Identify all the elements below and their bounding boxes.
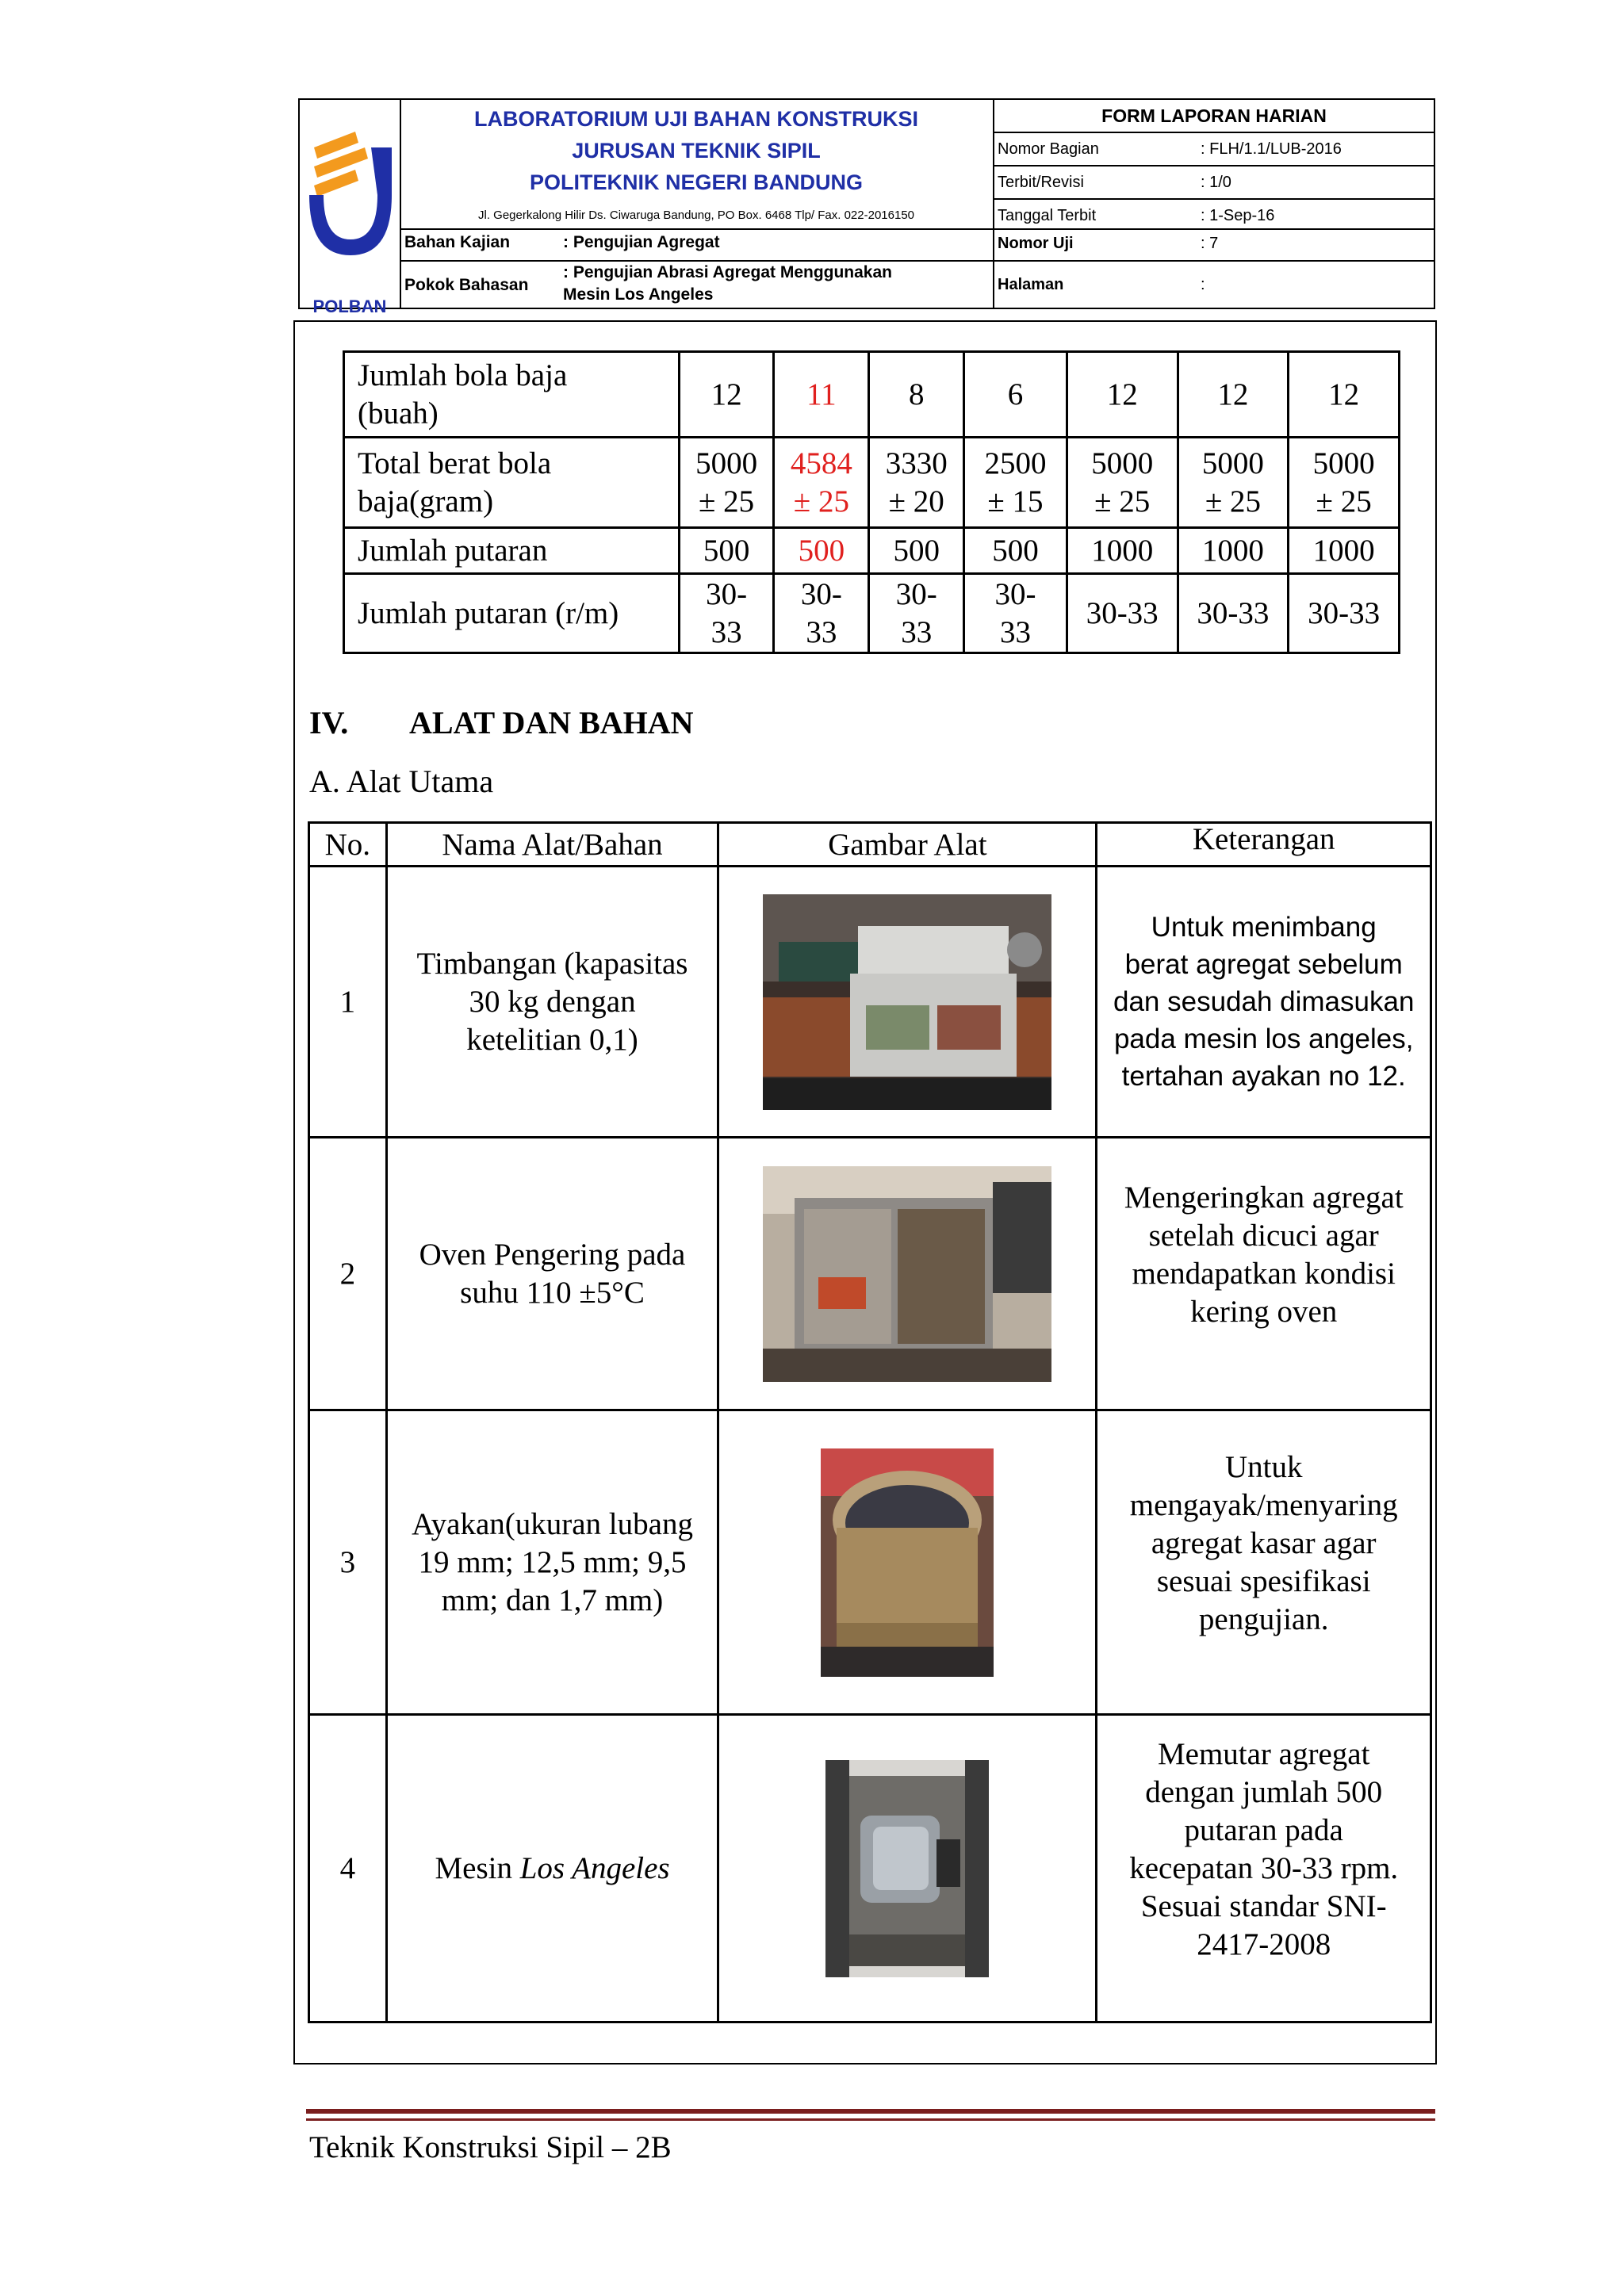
lab-line-1: LABORATORIUM UJI BAHAN KONSTRUKSI: [474, 107, 918, 131]
label-line: (buah): [358, 396, 439, 430]
pokok-bahasan-label: Pokok Bahasan: [404, 276, 529, 294]
cell: 12: [1289, 352, 1400, 438]
form-header: [298, 98, 1435, 316]
test-info-cell: [993, 228, 1435, 309]
cell: 500: [869, 528, 964, 574]
tanggal-row: [993, 200, 1435, 232]
label-line: baja(gram): [358, 484, 494, 519]
cell: 5000 ± 25: [1178, 438, 1289, 528]
tools-table: [308, 821, 1432, 2023]
tool-description: Memutar agregat dengan jumlah 500 putaran pada kecepatan 30-33 rpm. Sesuai standar SNI- 2417-2008: [1097, 1715, 1431, 2022]
logo-cell: [300, 100, 401, 316]
bahan-kajian-value: : Pengujian Agregat: [563, 233, 720, 251]
subsection-heading: A. Alat Utama: [309, 763, 494, 799]
cell: 30-33: [1289, 574, 1400, 653]
terbit-label: Terbit/Revisi: [998, 174, 1084, 191]
row-label: [344, 352, 680, 438]
cell: 30- 33: [964, 574, 1067, 653]
spec-table: [343, 350, 1400, 654]
table-row: [344, 528, 1400, 574]
table-header-row: [309, 823, 1431, 867]
lab-line-2: JURUSAN TEKNIK SIPIL: [572, 139, 821, 163]
tool-name: Ayakan(ukuran lubang 19 mm; 12,5 mm; 9,5 mm; dan 1,7 mm): [386, 1410, 718, 1715]
section-title: ALAT DAN BAHAN: [409, 705, 694, 740]
bahan-kajian-row: [400, 228, 993, 262]
table-row: [309, 867, 1431, 1138]
cell: 30-33: [1067, 574, 1178, 653]
tool-description: Untuk mengayak/menyaring agregat kasar agar sesuai spesifikasi pengujian.: [1097, 1410, 1431, 1715]
cell: 1000: [1178, 528, 1289, 574]
footer-rule-thin: [306, 2118, 1435, 2121]
cell-highlight: 4584 ± 25: [774, 438, 869, 528]
sieve-photo-icon: [821, 1448, 994, 1677]
nomor-uji-value: : 7: [1201, 235, 1219, 252]
halaman-value: :: [1201, 276, 1205, 293]
cell: 5000 ± 25: [679, 438, 774, 528]
pokok-bahasan-value: [563, 262, 892, 306]
cell: 500: [679, 528, 774, 574]
header-no: No.: [309, 823, 387, 867]
cell: 1000: [1067, 528, 1178, 574]
bahan-kajian-label: Bahan Kajian: [404, 233, 511, 251]
cell-highlight: 500: [774, 528, 869, 574]
tool-image-cell: [718, 1715, 1097, 2022]
tool-description: Mengeringkan agregat setelah dicuci agar mendapatkan kondisi kering oven: [1097, 1138, 1431, 1410]
row-label: Jumlah putaran (r/m): [344, 574, 680, 653]
terbit-row: [993, 166, 1435, 200]
cell: 8: [869, 352, 964, 438]
cell: 500: [964, 528, 1067, 574]
cell: 12: [679, 352, 774, 438]
label-line: Total berat bola: [358, 446, 552, 480]
nomor-bagian-value: : FLH/1.1/LUB-2016: [1201, 140, 1342, 158]
lab-title-cell: [400, 100, 994, 230]
row-number: 2: [309, 1138, 387, 1410]
pokok-bahasan-line-2: Mesin Los Angeles: [563, 285, 714, 304]
header-gambar: Gambar Alat: [718, 823, 1097, 867]
cell: 5000 ± 25: [1067, 438, 1178, 528]
tanggal-value: : 1-Sep-16: [1201, 207, 1275, 224]
cell: 12: [1178, 352, 1289, 438]
oven-photo-icon: [763, 1166, 1051, 1382]
tool-image-cell: [718, 1410, 1097, 1715]
form-info-cell: [993, 100, 1435, 230]
cell: 5000 ± 25: [1289, 438, 1400, 528]
cell: 2500 ± 15: [964, 438, 1067, 528]
lab-address: Jl. Gegerkalong Hilir Ds. Ciwaruga Bandung, PO Box. 6468 Tlp/ Fax. 022-2016150: [477, 209, 915, 222]
cell-highlight: 11: [774, 352, 869, 438]
row-number: 1: [309, 867, 387, 1138]
label-line: Jumlah bola baja: [358, 358, 568, 392]
tool-name: Mesin Los Angeles: [386, 1715, 718, 2022]
halaman-row: [993, 260, 1435, 309]
row-label: [344, 438, 680, 528]
cell: 6: [964, 352, 1067, 438]
terbit-value: : 1/0: [1201, 174, 1231, 191]
halaman-label: Halaman: [998, 276, 1064, 293]
polban-logo-icon: [300, 100, 400, 290]
logo-text: POLBAN: [312, 297, 387, 316]
pokok-bahasan-line-1: : Pengujian Abrasi Agregat Menggunakan: [563, 263, 892, 281]
cell: 3330 ± 20: [869, 438, 964, 528]
tool-name: Timbangan (kapasitas 30 kg dengan ketelitian 0,1): [386, 867, 718, 1138]
tool-image-cell: [718, 1138, 1097, 1410]
cell: 30- 33: [869, 574, 964, 653]
header-nama: Nama Alat/Bahan: [386, 823, 718, 867]
table-row: [309, 1410, 1431, 1715]
footer-rule: [306, 2109, 1435, 2114]
nomor-uji-label: Nomor Uji: [998, 235, 1074, 252]
lab-line-3: POLITEKNIK NEGERI BANDUNG: [529, 170, 864, 194]
cell: 1000: [1289, 528, 1400, 574]
cell: 30- 33: [774, 574, 869, 653]
nomor-bagian-row: [993, 133, 1435, 166]
table-row: [344, 352, 1400, 438]
los-angeles-machine-photo-icon: [825, 1760, 989, 1977]
row-label: Jumlah putaran: [344, 528, 680, 574]
tool-image-cell: [718, 867, 1097, 1138]
pokok-bahasan-row: [400, 260, 993, 309]
subject-cell: [400, 228, 994, 309]
section-number: IV.: [309, 705, 349, 740]
header-keterangan: Keterangan: [1097, 823, 1431, 867]
tool-name: Oven Pengering pada suhu 110 ±5°C: [386, 1138, 718, 1410]
cell: 30-33: [1178, 574, 1289, 653]
table-row: [309, 1715, 1431, 2022]
row-number: 4: [309, 1715, 387, 2022]
section-heading: [309, 704, 694, 741]
footer-text: Teknik Konstruksi Sipil – 2B: [309, 2130, 672, 2164]
table-row: [309, 1138, 1431, 1410]
nomor-bagian-label: Nomor Bagian: [998, 140, 1099, 158]
table-row: [344, 438, 1400, 528]
nomor-uji-row: [993, 228, 1435, 262]
cell: 12: [1067, 352, 1178, 438]
scale-photo-icon: [763, 894, 1051, 1110]
tanggal-label: Tanggal Terbit: [998, 207, 1097, 224]
cell: 30- 33: [679, 574, 774, 653]
table-row: [344, 574, 1400, 653]
tool-description: Untuk menimbang berat agregat sebelum dan sesudah dimasukan pada mesin los angeles, tertahan ayakan no 12.: [1097, 867, 1431, 1138]
form-title: FORM LAPORAN HARIAN: [993, 100, 1435, 133]
row-number: 3: [309, 1410, 387, 1715]
